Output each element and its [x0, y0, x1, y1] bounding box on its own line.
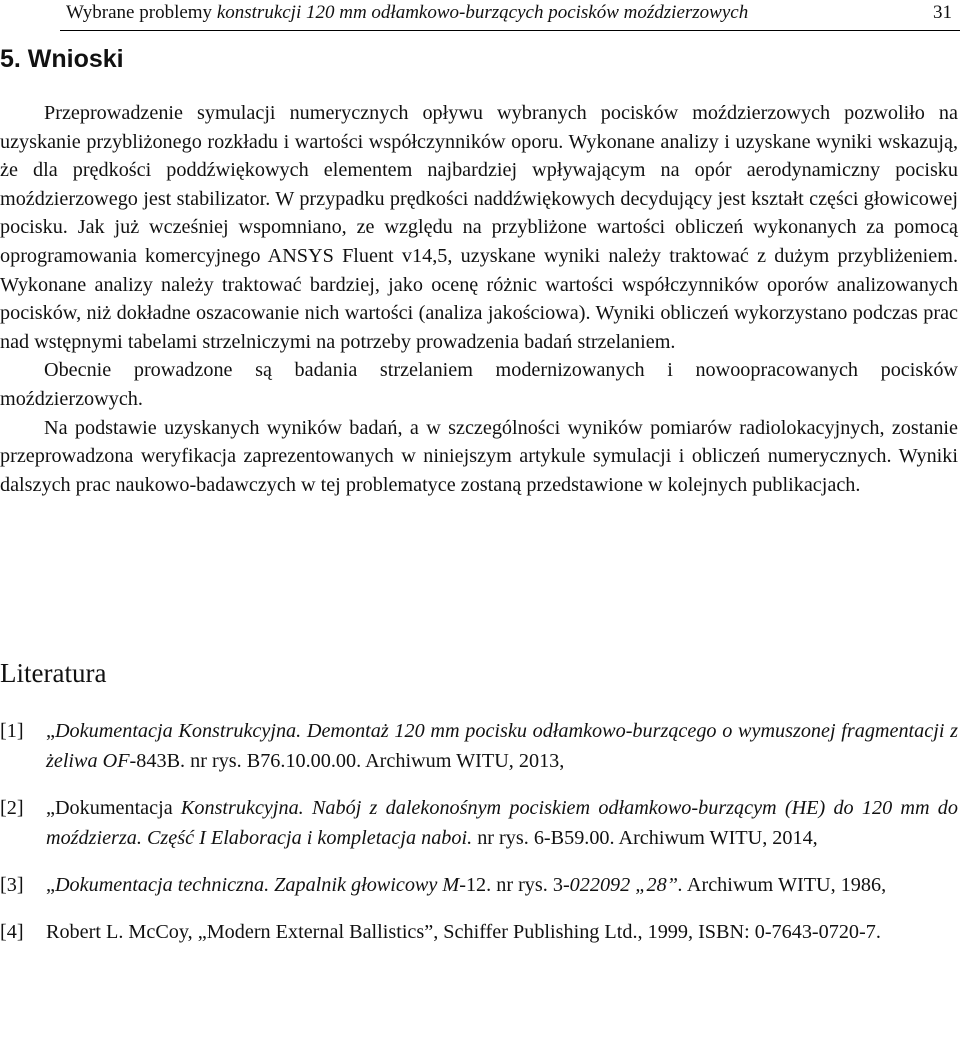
section-body	[0, 99, 958, 499]
reference-item	[0, 716, 958, 776]
reference-text-part: Archiwum WITU, 1986,	[682, 874, 887, 896]
reference-number: [1]	[0, 720, 24, 742]
reference-text-part: nr rys. 6-B59.00. Archiwum WITU, 2014,	[472, 827, 818, 849]
header-title	[66, 2, 748, 24]
reference-text-part: Robert L. McCoy, „Modern External Ballistics”, Schiffer Publishing Ltd., 1999, ISBN: 0-7643-0720-7.	[46, 921, 881, 943]
reference-item	[0, 793, 958, 853]
page-number: 31	[933, 2, 952, 23]
reference-item	[0, 917, 958, 947]
reference-text-part: „	[46, 874, 55, 896]
reference-text-part: „Dokumentacja	[46, 797, 181, 819]
paragraph: Obecnie prowadzone są badania strzelaniem modernizowanych i nowoopracowanych pocisków moździerzowych.	[0, 359, 958, 410]
paragraph: Na podstawie uzyskanych wyników badań, a w szczególności wyników pomiarów radiolokacyjnych, zostanie przeprowadzona weryfikacja zaprezentowanych w niniejszym artykule symulacji i obliczeń numerycznych. Wyniki dalszych prac naukowo-badawczych w tej problematyce zostaną przedstawione w kolejnych publikacjach.	[0, 416, 958, 496]
paragraph: Przeprowadzenie symulacji numerycznych opływu wybranych pocisków moździerzowych pozwoliło na uzyskanie przybliżonego rozkładu i wartości współczynników oporu. Wykonane analizy i uzyskane wyniki wskazują, że dla prędkości poddźwiękowych elementem najbardziej wpływającym na opór aerodynamiczny pocisku moździerzowego jest stabilizator. W przypadku prędkości naddźwiękowych decydujący jest kształt części głowicowej pocisku. Jak już wcześniej wspomniano, ze względu na przybliżone wartości obliczeń wykonanych za pomocą oprogramowania komercyjnego ANSYS Fluent v14,5, uzyskane wyniki należy traktować z dużym przybliżeniem. Wykonane analizy należy traktować bardziej, jako ocenę różnic wartości współczynników oporów analizowanych pocisków, niż dokładne oszacowanie nich wartości (analiza jakościowa). Wyniki obliczeń wykorzystano podczas prac nad wstępnymi tabelami strzelniczymi na potrzeby prowadzenia badań strzelaniem.	[0, 102, 958, 353]
reference-number: [4]	[0, 921, 24, 943]
reference-number: [3]	[0, 874, 24, 896]
reference-text-part: 12. nr rys. 3-	[465, 874, 570, 896]
reference-number: [2]	[0, 797, 24, 819]
header-title-italic: konstrukcji 120 mm odłamkowo-burzących pocisków moździerzowych	[216, 2, 749, 23]
reference-text-part: Dokumentacja Konstrukcyjna. Demontaż 120 mm pocisku odłamkowo-burzącego o wymuszonej fragmentacji z żeliwa OF-	[46, 720, 958, 772]
reference-text-part: Konstrukcyjna. Nabój z dalekonośnym pociskiem odłamkowo-burzącym (HE) do 120 mm do moździerza. Część I Elaboracja i kompletacja naboi.	[46, 797, 958, 849]
literature-title: Literatura	[0, 658, 107, 688]
reference-item	[0, 870, 958, 900]
reference-text-part: Dokumentacja techniczna. Zapalnik głowicowy M-	[54, 874, 466, 896]
reference-text-part: 843B. nr rys. B76.10.00.00. Archiwum WITU, 2013,	[136, 750, 565, 772]
reference-text-part: „	[46, 720, 55, 742]
reference-list	[0, 716, 958, 964]
reference-text-part: 022092 „28”.	[569, 874, 683, 896]
header-title-prefix: Wybrane problemy	[66, 2, 217, 23]
running-header	[60, 0, 960, 31]
section-title: 5. Wnioski	[0, 45, 124, 73]
